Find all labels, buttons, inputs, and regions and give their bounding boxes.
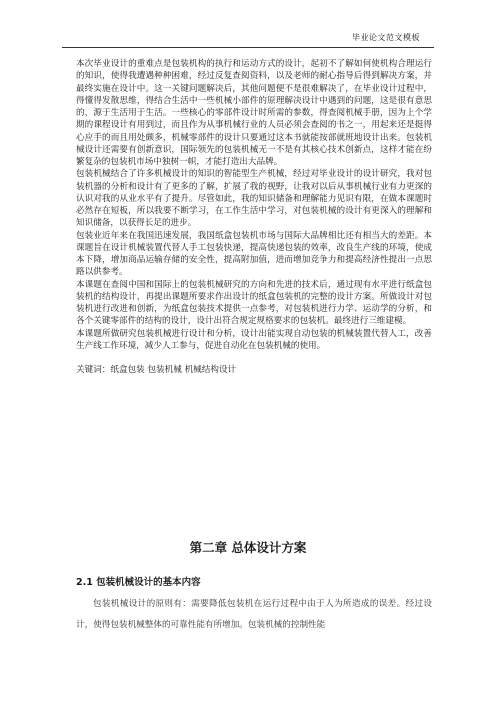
keywords: 关键词：纸盒包装 包装机械 机械结构设计 (76, 365, 237, 375)
section-title: 2.1 包装机械设计的基本内容 (76, 577, 201, 588)
abstract-paragraph-3: 包装业近年来在我国迅速发展，我国纸盒包装机市场与国际大品牌相比还有相当大的差距。本课题旨在设计机械装置代替人手工包装快递，提高快递包装的效率，改良生产线的环境，使成本下降，增加商品运输存储的安全性，提高附加值，进而增加竞争力和提高经济性提出一点思路以供参考。 (76, 230, 432, 278)
header-divider (62, 47, 434, 48)
page-header: 毕业论文范文模板 (352, 33, 420, 42)
abstract-paragraph-5: 本课题所做研究包装机械进行设计和分析，设计出能实现自动包装的机械装置代替人工，改善生产线工作环境，减少人工参与，促进自动化在包装机械的使用。 (76, 328, 432, 351)
abstract-paragraph-2: 包装机械结合了许多机械设计的知识的智能型生产机械，经过对毕业设计的设计研究，我对包装机器的分析和设计有了更多的了解，扩展了我的视野，让我对以后从事机械行业有力更深的认识对我的从业水平有了提升。尽管如此，我的知识储备和理解能力见识有限，在做本课题时必然存在短板，所以我要不断学习，在工作生活中学习，对包装机械的设计有更深入的理解和知识储备，以获得长足的进步。 (76, 169, 432, 229)
abstract-paragraph-1: 本次毕业设计的重难点是包装机构的执行和运动方式的设计，起初不了解如何使机构合理运行的知识，使得我遭遇种种困难，经过反复查阅资料，以及老师的耐心指导后得到解决方案，并最终实施在设计中。这一关键问题解决后，其他问题便不是很难解决了，在毕业设计过程中，得懂得发散思维，得结合生活中一些机械小部件的原理解决设计中遇到的问题，这是很有意思的，源于生活用于生活。一些核心的零部件设计时所需的参数，得查阅机械手册，因为上个学期的课程设计有用到过，而且作为从事机械行业的人员必须会查阅的书之一，用起来还是挺得心应手的而且用处颇多，机械零部件的设计只要通过这本书就能按部就班地设计出来。包装机械设计还需要有创新意识，国际领先的包装机械无一不是有其核心技术创新点，这样才能在纷繁复杂的包装机市场中独树一帜，才能打造出大品牌。 (76, 59, 432, 167)
abstract-paragraph-4: 本课题在查阅中国和国际上的包装机械研究的方向和先进的技术后，通过现有水平进行纸盒包装机的结构设计，再提出课题所要求作出设计的纸盒包装机的完整的设计方案。所做设计对包装机进行改进和创新，为纸盒包装技术提供一点参考，对包装机进行力学、运动学的分析，和各个关键零部件的结构的设计，设计出符合规定规格要求的包装机。最终进行三维建模。 (76, 279, 432, 327)
abstract-body (76, 58, 432, 376)
section-paragraph: 包装机械设计的原则有：需要降低包装机在运行过程中由于人为所造成的误差。经过设计，使得包装机械整体的可靠性能有所增加。包装机械的控制性能 (76, 599, 432, 630)
chapter-title: 第二章 总体设计方案 (189, 540, 307, 555)
